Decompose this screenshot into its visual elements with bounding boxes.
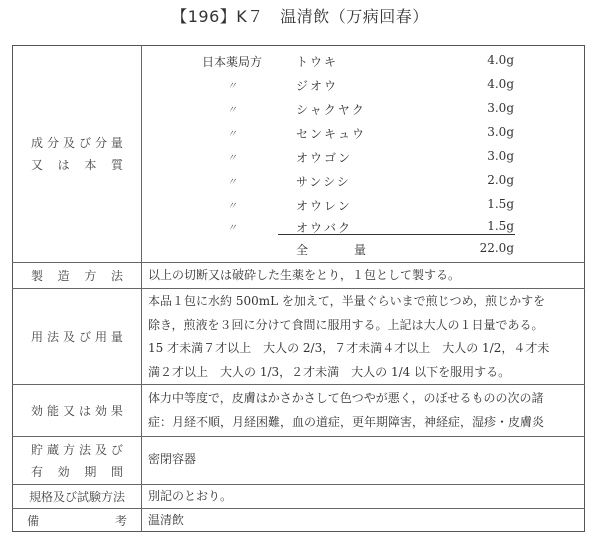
ingredient-source: 日本薬局方 (201, 55, 262, 69)
ditto-mark: 〃 (227, 153, 237, 164)
ingredient-amount: 4.0g (487, 53, 514, 67)
total-row (0, 241, 600, 261)
efficacy-text: 体力中等度で，皮膚はかさかさして色つやが悪く，のぼせるものの次の諸 症：月経不順，月経困難，血の道症，更年期障害，神経症，湿疹・皮膚炎 (148, 391, 545, 429)
ditto-mark: 〃 (227, 81, 237, 92)
ingredient-name: センキュウ (296, 127, 367, 141)
ingredient-name: ジオウ (296, 79, 339, 93)
ditto-mark: 〃 (227, 223, 237, 234)
dosage-text: 本品１包に水約 500mL を加えて，半量ぐらいまで煎じつめ，煎じかすを 除き，煎液を３回に分けて食間に服用する。上記は大人の１日量である。 15 才未満７才以上 大人の 2/3，７才未満４才以上 大人の 1/2，４才未 満２才以上 大人の 1/3，２才未満 大人の 1/4 以下を服用する。 (148, 294, 550, 379)
ingredient-row (0, 149, 600, 169)
specification-text: 別記のとおり。 (148, 489, 233, 503)
ingredient-row (0, 173, 600, 193)
ingredient-name: シャクヤク (296, 103, 366, 117)
ingredient-name: オウレン (296, 199, 352, 213)
ingredient-row (0, 101, 600, 121)
efficacy-label: 効 能 又 は 効 果 (31, 403, 123, 418)
ditto-mark: 〃 (227, 129, 237, 140)
ingredient-amount: 3.0g (487, 149, 514, 163)
document-title: 【196】K７ 温清飲（万病回春） (171, 7, 429, 26)
remarks-label: 備 考 (27, 513, 127, 528)
manufacturing-label: 製 造 方 法 (31, 268, 123, 283)
specification-label: 規格及び試験方法 (28, 489, 125, 504)
ingredient-amount: 3.0g (487, 125, 514, 139)
dosage-label: 用 法 及 び 用 量 (31, 329, 123, 344)
total-underline (278, 234, 515, 235)
ditto-mark: 〃 (227, 201, 237, 212)
ingredient-row (0, 197, 600, 217)
ingredient-row (0, 53, 600, 73)
ingredient-name: サンシシ (296, 175, 351, 189)
ingredient-name: オウバク (296, 221, 353, 235)
storage-text: 密閉容器 (148, 452, 197, 466)
ditto-mark: 〃 (227, 177, 237, 188)
ingredient-row (0, 125, 600, 145)
ingredient-name: トウキ (296, 55, 339, 69)
ingredient-row (0, 77, 600, 97)
ingredient-amount: 1.5g (487, 219, 514, 233)
total-label: 全 量 (296, 243, 366, 257)
ingredient-amount: 2.0g (487, 173, 514, 187)
ingredient-row (0, 219, 600, 239)
ingredient-amount: 1.5g (487, 197, 514, 211)
composition-label-line2: 又 は 本 質 (31, 158, 123, 172)
remarks-text: 温清飲 (148, 513, 185, 527)
ingredient-amount: 4.0g (487, 77, 514, 91)
total-amount: 22.0g (479, 241, 514, 255)
ingredient-amount: 3.0g (487, 101, 514, 115)
composition-label-line1: 成 分 及 び 分 量 (31, 136, 123, 150)
storage-label: 貯 蔵 方 法 及 び 有 効 期 間 (31, 442, 123, 479)
ingredient-name: オウゴン (296, 151, 353, 165)
manufacturing-text: 以上の切断又は破砕した生薬をとり，１包として製する。 (148, 268, 461, 282)
ditto-mark: 〃 (227, 105, 237, 116)
